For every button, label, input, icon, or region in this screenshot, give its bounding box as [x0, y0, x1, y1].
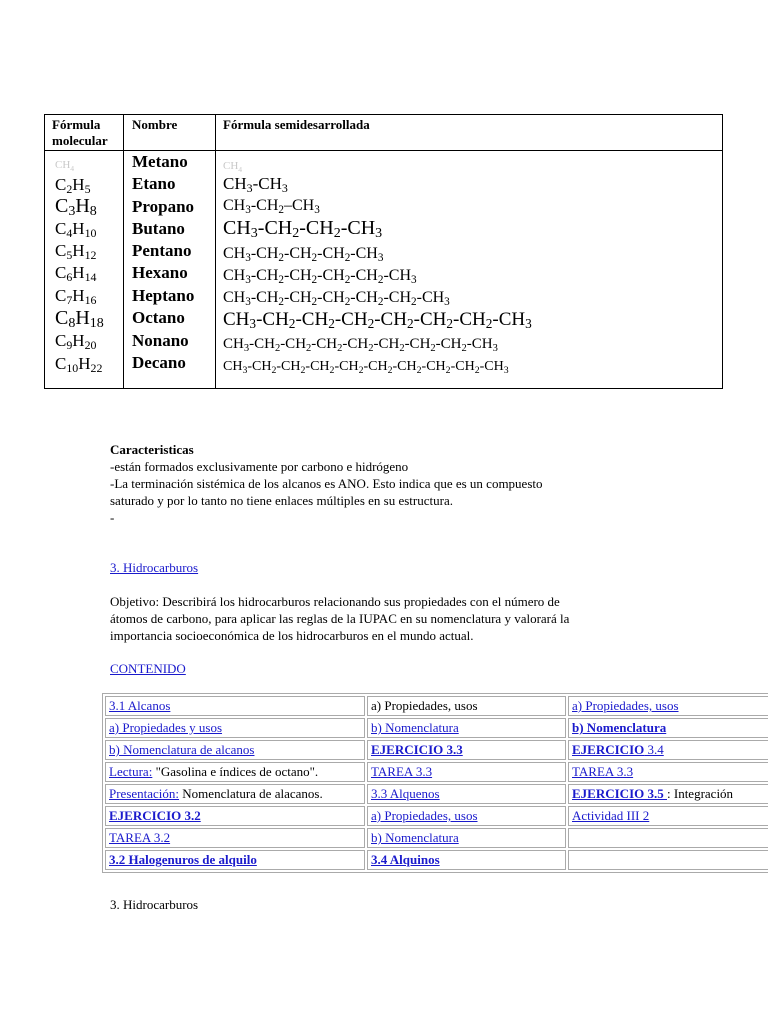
caracteristicas-line: saturado y por lo tanto no tiene enlaces múltiples en su estructura.: [110, 493, 453, 508]
contenido-link[interactable]: CONTENIDO: [110, 661, 186, 676]
link-propiedades-usos[interactable]: a) Propiedades, usos: [572, 698, 679, 713]
semi-formula: $CH_3-CH_2-CH_2-CH_2-CH_3$: [223, 245, 384, 264]
header-formula-semidesarrollada: Fórmula semidesarrollada: [223, 117, 370, 132]
table-cell: [568, 718, 768, 738]
link-alquenos[interactable]: 3.3 Alquenos: [371, 786, 440, 801]
caracteristicas-line: -: [110, 510, 115, 525]
table-cell: [367, 718, 566, 738]
alkane-name: Metano: [132, 152, 188, 171]
link-text-bold: EJERCICIO: [572, 742, 645, 757]
link-ejercicio-3-4[interactable]: [572, 742, 664, 757]
link-nomenclatura-alcanos[interactable]: b) Nomenclatura de alcanos: [109, 742, 255, 757]
molecular-formula: $C_{10}H_{22}$: [55, 354, 103, 375]
link-presentacion[interactable]: Presentación:: [109, 786, 180, 801]
objetivo-line: átomos de carbono, para aplicar las reglas de la IUPAC en su nomenclatura y valorará la: [110, 611, 570, 626]
table-cell: [105, 718, 365, 738]
table-cell: [105, 762, 365, 782]
table-row: [105, 718, 768, 738]
semi-formula: $CH_3-CH_2-CH_3$: [223, 197, 320, 216]
table-cell: [105, 740, 365, 760]
table-row: [105, 784, 768, 804]
link-alquinos[interactable]: 3.4 Alquinos: [371, 852, 440, 867]
contenido-table: [102, 693, 768, 873]
semi-formula: $CH_3-CH_2-CH_2-CH_2-CH_2-CH_2-CH_2-CH_3$: [223, 309, 532, 331]
header-formula-molecular: Fórmula molecular: [52, 117, 108, 148]
footer-text: 3. Hidrocarburos: [110, 897, 199, 912]
table-row: [105, 762, 768, 782]
table-cell: [105, 784, 365, 804]
alkane-name: Hexano: [132, 263, 188, 282]
link-tarea-3-3[interactable]: TAREA 3.3: [371, 764, 433, 779]
link-ejercicio-3-3[interactable]: EJERCICIO 3.3: [371, 742, 463, 757]
link-nomenclatura-bold[interactable]: b) Nomenclatura: [572, 720, 667, 735]
column-divider: [123, 115, 124, 388]
link-nomenclatura[interactable]: b) Nomenclatura: [371, 720, 459, 735]
table-row: [105, 828, 768, 848]
table-cell: [105, 828, 365, 848]
semi-formula: $CH_3-CH_2-CH_2-CH_2-CH_2-CH_2-CH_2-CH_2-CH_3$: [223, 336, 498, 354]
alkane-name: Butano: [132, 219, 185, 238]
header-nombre: Nombre: [132, 117, 178, 132]
molecular-formula: $C_9H_{20}$: [55, 331, 97, 352]
caracteristicas-line: -La terminación sistémica de los alcanos es ANO. Esto indica que es un compuesto: [110, 476, 543, 491]
molecular-formula: $C_4H_{10}$: [55, 219, 97, 240]
alkane-name: Heptano: [132, 286, 195, 305]
link-propiedades-usos-alquenos[interactable]: a) Propiedades, usos: [371, 808, 478, 823]
integracion-label: : Integración: [667, 786, 734, 801]
link-text: 3.4: [644, 742, 664, 757]
table-cell: [568, 762, 768, 782]
semi-formula: $CH_3-CH_3$: [223, 174, 288, 195]
table-cell: [367, 784, 566, 804]
link-tarea-3-3-b[interactable]: TAREA 3.3: [572, 764, 634, 779]
alkane-name: Nonano: [132, 331, 189, 350]
table-cell-empty: [568, 850, 768, 870]
lectura-title: "Gasolina e índices de octano".: [152, 764, 319, 779]
semi-formula: $CH_4$: [223, 160, 243, 174]
semi-formula: $CH_3-CH_2-CH_2-CH_2-CH_2-CH_2-CH_2-CH_2-CH_2-CH_3$: [223, 359, 509, 376]
objetivo-line: importancia socioeconómica de los hidrocarburos en el mundo actual.: [110, 628, 474, 643]
link-lectura[interactable]: Lectura:: [109, 764, 153, 779]
table-cell: [568, 696, 768, 716]
link-tarea-3-2[interactable]: TAREA 3.2: [109, 830, 171, 845]
table-cell-empty: [568, 828, 768, 848]
table-cell: [105, 850, 365, 870]
alkane-name: Octano: [132, 308, 185, 327]
alkane-name: Etano: [132, 174, 176, 193]
caracteristicas-line: -están formados exclusivamente por carbono e hidrógeno: [110, 459, 409, 474]
molecular-formula: $CH_4$: [55, 159, 75, 173]
table-row: [105, 696, 768, 716]
link-actividad-iii-2[interactable]: Actividad III 2: [572, 808, 650, 823]
link-propiedades-y-usos[interactable]: a) Propiedades y usos: [109, 720, 223, 735]
molecular-formula: $C_8H_{18}$: [55, 307, 104, 331]
table-cell: [105, 806, 365, 826]
column-divider: [215, 115, 216, 388]
table-cell: [367, 740, 566, 760]
alkane-name: Pentano: [132, 241, 192, 260]
table-row: [105, 740, 768, 760]
semi-formula: $CH_3-CH_2-CH_2-CH_2-CH_2-CH_3$: [223, 267, 417, 286]
table-cell: [367, 850, 566, 870]
hidrocarburos-link[interactable]: 3. Hidrocarburos: [110, 560, 199, 575]
semi-formula: $CH_3-CH_2-CH_2-CH_3$: [223, 217, 383, 241]
semi-formula: $CH_3-CH_2-CH_2-CH_2-CH_2-CH_2-CH_3$: [223, 289, 450, 308]
objetivo-line: Objetivo: Describirá los hidrocarburos relacionando sus propiedades con el número de: [110, 594, 560, 609]
alkane-table: [44, 114, 723, 389]
presentacion-title: Nomenclatura de alacanos.: [179, 786, 323, 801]
table-cell: [568, 784, 768, 804]
alkane-name: Decano: [132, 353, 186, 372]
table-cell: [367, 762, 566, 782]
caracteristicas-title: Caracteristicas: [110, 442, 194, 457]
link-halogenuros[interactable]: 3.2 Halogenuros de alquilo: [109, 852, 257, 867]
link-ejercicio-3-2[interactable]: EJERCICIO 3.2: [109, 808, 201, 823]
table-row: [105, 850, 768, 870]
molecular-formula: $C_7H_{16}$: [55, 286, 97, 307]
table-row: [105, 806, 768, 826]
table-cell: a) Propiedades, usos: [367, 696, 566, 716]
table-cell: [105, 696, 365, 716]
table-cell: [367, 806, 566, 826]
molecular-formula: $C_2H_5$: [55, 175, 91, 196]
alkane-name: Propano: [132, 197, 195, 216]
table-cell: [367, 828, 566, 848]
table-cell: [568, 740, 768, 760]
link-alcanos[interactable]: 3.1 Alcanos: [109, 698, 171, 713]
molecular-formula: $C_6H_{14}$: [55, 263, 97, 284]
link-ejercicio-3-5[interactable]: EJERCICIO 3.5: [572, 786, 667, 801]
link-nomenclatura-alquenos[interactable]: b) Nomenclatura: [371, 830, 459, 845]
table-cell: [568, 806, 768, 826]
molecular-formula: $C_3H_8$: [55, 195, 97, 219]
molecular-formula: $C_5H_{12}$: [55, 241, 97, 262]
